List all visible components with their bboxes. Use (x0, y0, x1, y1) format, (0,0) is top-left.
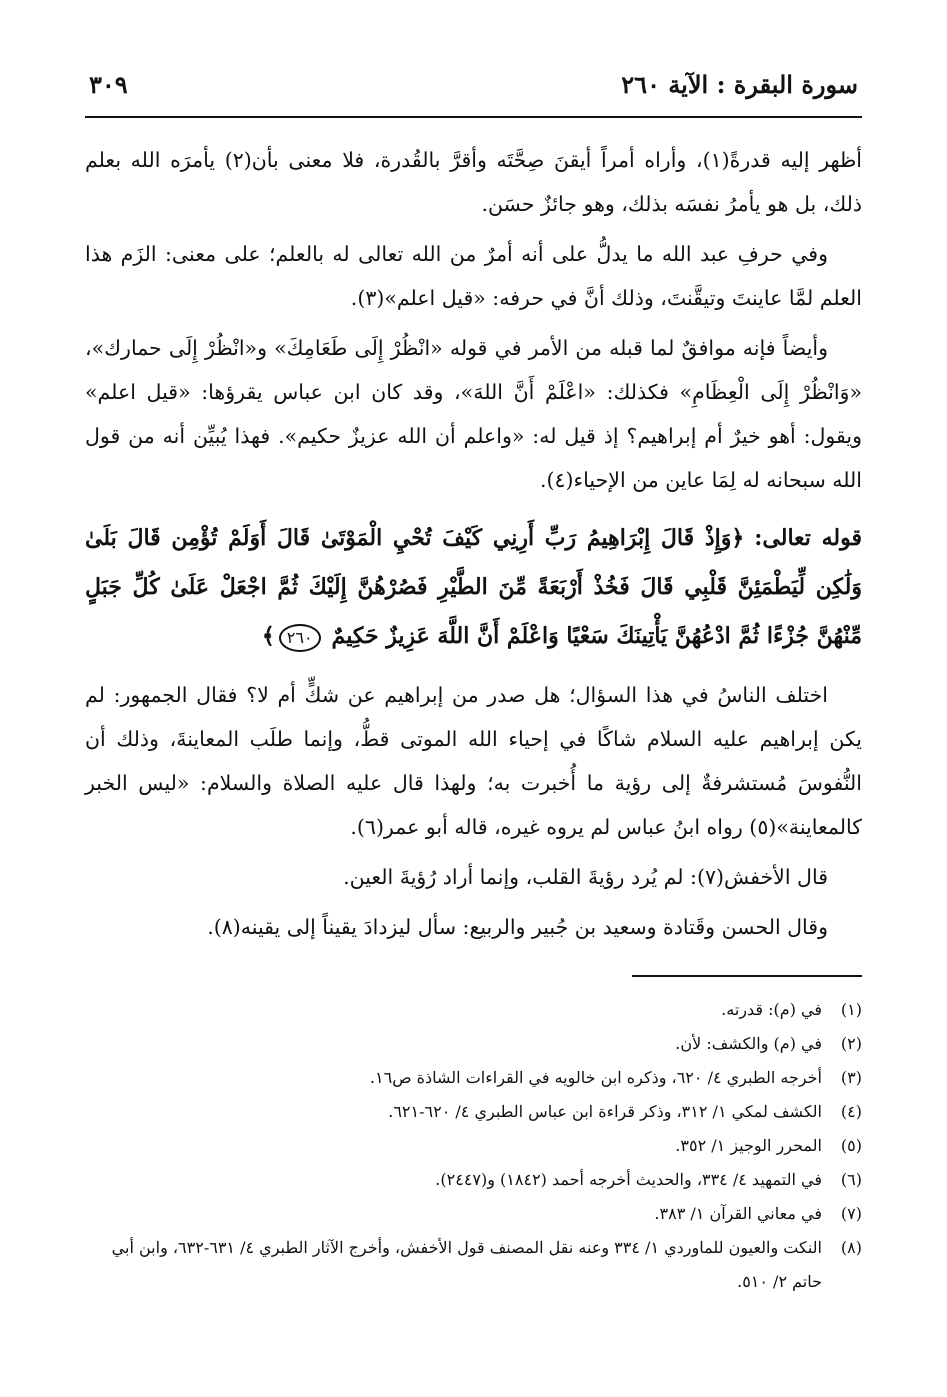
footnote-item (85, 993, 862, 1027)
main-text (85, 138, 862, 502)
footnote-number: (٨) (840, 1238, 862, 1257)
footnote-number: (٢) (840, 1034, 862, 1053)
footnote-item (85, 1027, 862, 1061)
footnote-number: (٣) (840, 1068, 862, 1087)
running-header (85, 70, 862, 110)
footnotes (85, 993, 862, 1299)
footnote-separator (632, 975, 862, 977)
surah-title: سورة البقرة : الآية ٢٦٠ (621, 70, 858, 99)
page-number: ٣٠٩ (89, 70, 128, 99)
quran-verse: ﴿وَإِذْ قَالَ إِبْرَاهِيمُ رَبِّ أَرِنِي كَيْفَ تُحْيِ الْمَوْتَىٰ قَالَ أَوَلَمْ تُؤْمِن قَالَ بَلَىٰ وَلَٰكِن لِّيَطْمَئِنَّ قَلْبِي قَالَ فَخُذْ أَرْبَعَةً مِّنَ الطَّيْرِ فَصُرْهُنَّ إِلَيْكَ ثُمَّ اجْعَلْ عَلَىٰ كُلِّ جَبَلٍ مِّنْهُنَّ جُزْءًا ثُمَّ ادْعُهُنَّ يَأْتِينَكَ سَعْيًا وَاعْلَمْ أَنَّ اللَّهَ عَزِيزٌ حَكِيمٌ (85, 525, 862, 649)
paragraph: اختلف الناسُ في هذا السؤال؛ هل صدر من إبراهيم عن شكٍّ أم لا؟ فقال الجمهور: لم يكن إبراهيم عليه السلام شاكًا في إحياء الله الموتى قطُّ، وإنما طلَب المعاينةَ، وذلك أن النُّفوسَ مُستشرفةٌ إلى رؤية ما أُخبرت به؛ ولهذا قال عليه الصلاة والسلام: «ليس الخبر كالمعاينة»(٥) رواه ابنُ عباس لم يروه غيره، قاله أبو عمر(٦). (85, 683, 862, 839)
footnote-item (85, 1163, 862, 1197)
paragraph: أظهر إليه قدرةً(١)، وأراه أمراً أيقنَ صِحَّتَه وأقرَّ بالقُدرة، فلا معنى بأن(٢) يأمرَه الله بعلم ذلك، بل هو يأمرُ نفسَه بذلك، وهو جائزٌ حسَن. (85, 148, 863, 216)
footnote-number: (٤) (840, 1102, 862, 1121)
footnote-number: (١) (840, 1000, 862, 1019)
footnote-text: في التمهيد ٤/ ٣٣٤، والحديث أخرجه أحمد (١٨٤٢) و(٢٤٤٧). (435, 1170, 822, 1189)
footnote-text: المحرر الوجيز ١/ ٣٥٢. (675, 1136, 822, 1155)
footnote-item (85, 1231, 862, 1299)
footnote-item (85, 1095, 862, 1129)
footnote-item (85, 1197, 862, 1231)
header-rule (85, 116, 862, 118)
quran-close-bracket: ﴾ (261, 623, 275, 649)
footnote-item (85, 1061, 862, 1095)
footnote-number: (٧) (840, 1204, 862, 1223)
paragraph: وأيضاً فإنه موافقٌ لما قبله من الأمر في قوله «انْظُرْ إِلَى طَعَامِكَ» و«انْظُرْ إِلَى حمارك»، «وَانْظُرْ إِلَى الْعِظَامِ» فكذلك: «اعْلَمْ أَنَّ اللهَ»، وقد كان ابن عباس يقرؤها: «قيل اعلم» ويقول: أهو خيرٌ أم إبراهيم؟ إذ قيل له: «واعلم أن الله عزيزٌ حكيم». فهذا يُبيِّن أنه من قول الله سبحانه له لِمَا عاين من الإحياء(٤). (85, 336, 862, 492)
footnote-text: في (م): قدرته. (721, 1000, 822, 1019)
footnote-text: في (م) والكشف: لأن. (675, 1034, 822, 1053)
footnote-text: الكشف لمكي ١/ ٣١٢، وذكر قراءة ابن عباس الطبري ٤/ ٦٢٠-٦٢١. (388, 1102, 822, 1121)
commentary-text (85, 673, 862, 949)
ayah-number-marker: ٢٦٠ (279, 624, 321, 652)
quran-verse-block (85, 514, 862, 661)
footnote-text: أخرجه الطبري ٤/ ٦٢٠، وذكره ابن خالويه في القراءات الشاذة ص١٦. (369, 1068, 822, 1087)
footnote-text: النكت والعيون للماوردي ١/ ٣٣٤ وعنه نقل المصنف قول الأخفش، وأخرج الآثار الطبري ٤/ ٦٣١-٦٣٢، وابن أبي حاتم ٢/ ٥١٠. (111, 1238, 822, 1291)
footnote-number: (٦) (840, 1170, 862, 1189)
footnote-text: في معاني القرآن ١/ ٣٨٣. (654, 1204, 822, 1223)
quran-intro: قوله تعالى: (754, 525, 862, 551)
footnote-item (85, 1129, 862, 1163)
paragraph: قال الأخفش(٧): لم يُرد رؤيةَ القلب، وإنما أراد رُؤيةَ العين. (343, 865, 828, 889)
paragraph: وفي حرفِ عبد الله ما يدلُّ على أنه أمرٌ من الله تعالى له بالعلم؛ على معنى: الزَم هذا العلم لمَّا عاينتَ وتيقَّنتَ، وذلك أنَّ في حرفه: «قيل اعلم»(٣). (85, 242, 862, 310)
paragraph: وقال الحسن وقَتادة وسعيد بن جُبير والربيع: سأل ليزدادَ يقيناً إلى يقينه(٨). (207, 915, 828, 939)
footnote-number: (٥) (840, 1136, 862, 1155)
